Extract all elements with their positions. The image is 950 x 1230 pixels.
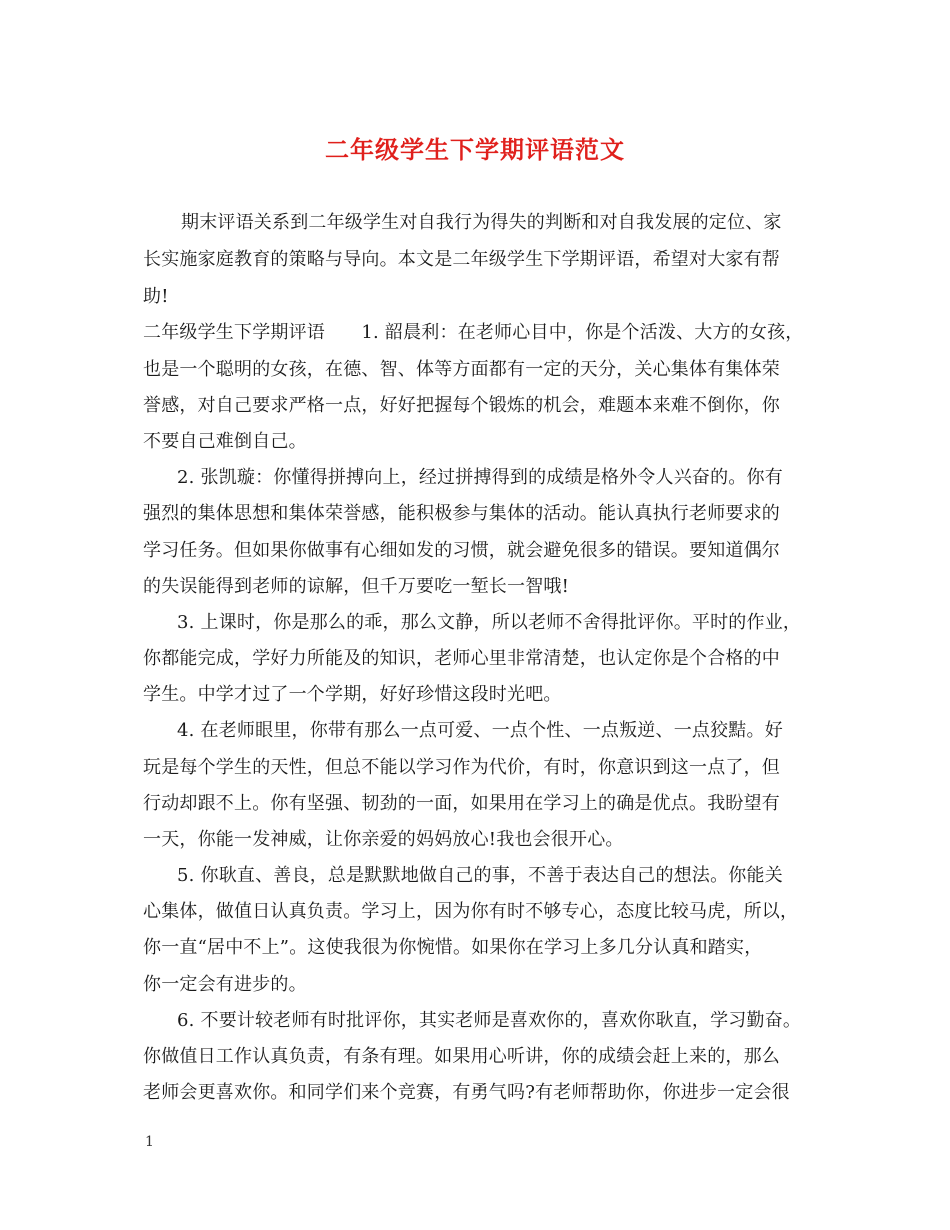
text-line: 也是一个聪明的女孩，在德、智、体等方面都有一定的天分，关心集体有集体荣	[143, 359, 780, 380]
text-line: 不要自己难倒自己。	[143, 431, 307, 452]
text-line: 期末评语关系到二年级学生对自我行为得失的判断和对自我发展的定位、家	[181, 212, 782, 233]
page-number: 1	[145, 1134, 154, 1150]
text-line: 长实施家庭教育的策略与导向。本文是二年级学生下学期评语，希望对大家有帮	[143, 249, 780, 270]
text-line: 你都能完成，学好力所能及的知识，老师心里非常清楚，也认定你是个合格的中	[143, 648, 780, 669]
text-line: 你一直“居中不上”。这使我很为你惋惜。如果你在学习上多几分认真和踏实，	[143, 937, 763, 958]
text-line: 助!	[143, 286, 169, 307]
text-line: 的失误能得到老师的谅解，但千万要吃一堑长一智哦!	[143, 576, 570, 597]
text-line: 学习任务。但如果你做事有心细如发的习惯，就会避免很多的错误。要知道偶尔	[143, 540, 780, 561]
document-title: 二年级学生下学期评语范文	[325, 135, 625, 164]
text-line: 5. 你耿直、善良，总是默默地做自己的事，不善于表达自己的想法。你能关	[177, 865, 783, 886]
text-line: 老师会更喜欢你。和同学们来个竞赛，有勇气吗?有老师帮助你，你进步一定会很	[143, 1082, 790, 1103]
text-line: 3. 上课时，你是那么的乖，那么文静，所以老师不舍得批评你。平时的作业，	[177, 612, 802, 633]
text-line: 你一定会有进步的。	[143, 974, 307, 995]
text-line: 一天，你能一发神威，让你亲爱的妈妈放心!我也会很开心。	[143, 829, 624, 850]
text-line: 学生。中学才过了一个学期，好好珍惜这段时光吧。	[143, 684, 562, 705]
text-line: 强烈的集体思想和集体荣誉感，能积极参与集体的活动。能认真执行老师要求的	[143, 503, 780, 524]
text-line: 6. 不要计较老师有时批评你，其实老师是喜欢你的，喜欢你耿直，学习勤奋。	[177, 1010, 802, 1031]
text-line: 玩是每个学生的天性，但总不能以学习作为代价，有时，你意识到这一点了，但	[143, 757, 780, 778]
text-line: 你做值日工作认真负责，有条有理。如果用心听讲，你的成绩会赶上来的，那么	[143, 1046, 780, 1067]
text-line: 4. 在老师眼里，你带有那么一点可爱、一点个性、一点叛逆、一点狡黠。好	[177, 720, 783, 741]
text-line: 心集体，做值日认真负责。学习上，因为你有时不够专心，态度比较马虎，所以，	[143, 901, 799, 922]
text-line: 2. 张凯璇：你懂得拼搏向上，经过拼搏得到的成绩是格外令人兴奋的。你有	[177, 467, 783, 488]
text-line: 二年级学生下学期评语 1. 韶晨利：在老师心目中，你是个活泼、大方的女孩，	[143, 322, 804, 343]
text-line: 行动却跟不上。你有坚强、韧劲的一面，如果用在学习上的确是优点。我盼望有	[143, 793, 780, 814]
text-line: 誉感，对自己要求严格一点，好好把握每个锻炼的机会，难题本来难不倒你，你	[143, 395, 780, 416]
